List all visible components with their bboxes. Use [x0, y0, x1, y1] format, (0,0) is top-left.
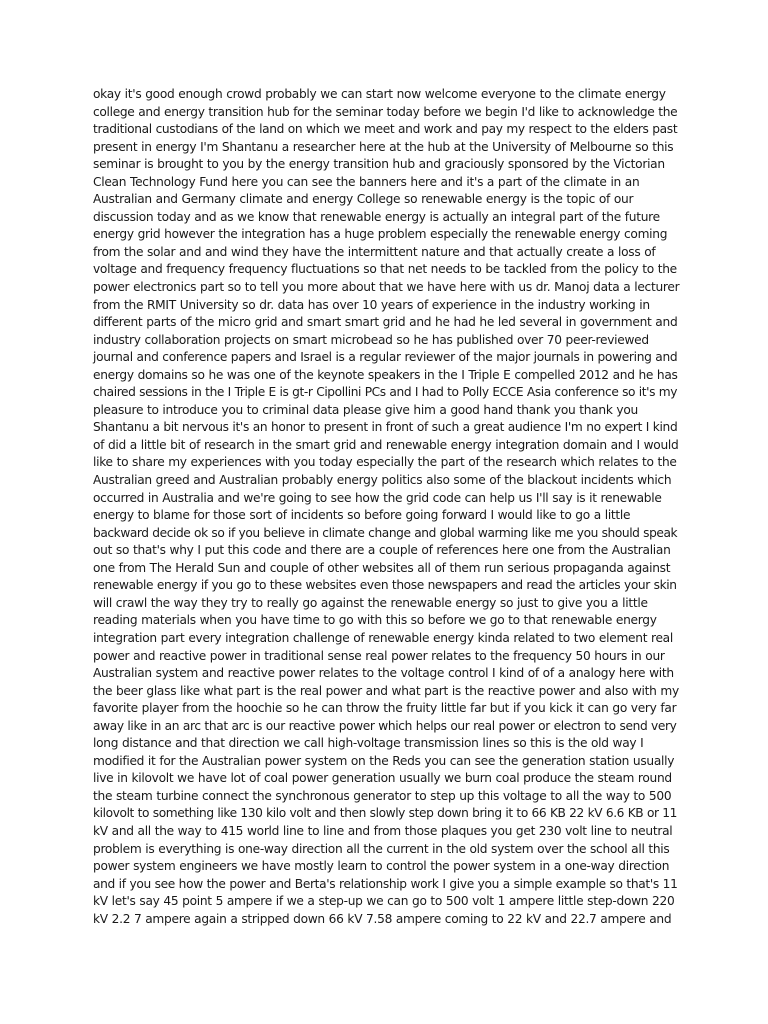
text-line: of did a little bit of research in the smart grid and renewable energy integration domain and I would: [93, 437, 679, 452]
text-line: favorite player from the hoochie so he can throw the fruity little far but if you kick it can go very far: [93, 701, 677, 716]
text-line: college and energy transition hub for the seminar today before we begin I'd like to acknowledge the: [93, 104, 678, 119]
text-line: energy grid however the integration has a huge problem especially the renewable energy coming: [93, 227, 668, 242]
text-line: Shantanu a bit nervous it's an honor to present in front of such a great audience I'm no expert I kind: [93, 420, 678, 435]
text-line: kV and all the way to 415 world line to line and from those plaques you get 230 volt line to neutral: [93, 823, 673, 838]
text-line: integration part every integration challenge of renewable energy kinda related to two element real: [93, 630, 673, 645]
text-line: from the solar and and wind they have the intermittent nature and that actually create a loss of: [93, 244, 656, 259]
text-line: modified it for the Australian power system on the Reds you can see the generation station usually: [93, 753, 675, 768]
text-line: discussion today and as we know that renewable energy is actually an integral part of the future: [93, 209, 660, 224]
text-line: power electronics part so to tell you more about that we have here with us dr. Manoj data a lecturer: [93, 280, 680, 295]
text-line: like to share my experiences with you today especially the part of the research which relates to the: [93, 455, 677, 470]
text-line: Australian greed and Australian probably energy politics also some of the blackout incidents which: [93, 473, 672, 488]
transcript-text: [93, 86, 679, 928]
text-line: energy to blame for those sort of incidents so before going forward I would like to go a little: [93, 508, 631, 523]
text-line: live in kilovolt we have lot of coal power generation usually we burn coal produce the steam round: [93, 771, 672, 786]
text-line: kV 2.2 7 ampere again a stripped down 66 kV 7.58 ampere coming to 22 kV and 22.7 ampere and: [93, 911, 672, 926]
text-line: backward decide ok so if you believe in climate change and global warming like me you should speak: [93, 525, 678, 540]
text-line: Australian system and reactive power relates to the voltage control I kind of of a analogy here with: [93, 666, 674, 681]
text-line: industry collaboration projects on smart microbead so he has published over 70 peer-reviewed: [93, 332, 649, 347]
text-line: power and reactive power in traditional sense real power relates to the frequency 50 hours in our: [93, 648, 665, 663]
text-line: problem is everything is one-way direction all the current in the old system over the school all this: [93, 841, 670, 856]
text-line: journal and conference papers and Israel is a regular reviewer of the major journals in powering and: [93, 350, 678, 365]
text-line: different parts of the micro grid and smart smart grid and he had he led several in government and: [93, 315, 678, 330]
text-line: from the RMIT University so dr. data has over 10 years of experience in the industry working in: [93, 297, 650, 312]
text-line: out so that's why I put this code and there are a couple of references here one from the Australian: [93, 543, 671, 558]
text-line: kV let's say 45 point 5 ampere if we a step-up we can go to 500 volt 1 ampere little step-down 220: [93, 894, 675, 909]
text-line: kilovolt to something like 130 kilo volt and then slowly step down bring it to 66 KB 22 kV 6.6 KB or 11: [93, 806, 678, 821]
text-line: Australian and Germany climate and energy College so renewable energy is the topic of our: [93, 192, 634, 207]
text-line: reading materials when you have time to go with this so before we go to that renewable energy: [93, 613, 657, 628]
text-line: energy domains so he was one of the keynote speakers in the I Triple E compelled 2012 and he has: [93, 367, 678, 382]
text-line: chaired sessions in the I Triple E is gt-r Cipollini PCs and I had to Polly ECCE Asia conference so it's my: [93, 385, 678, 400]
text-line: one from The Herald Sun and couple of other websites all of them run serious propaganda against: [93, 560, 671, 575]
text-line: Clean Technology Fund here you can see the banners here and it's a part of the climate in an: [93, 174, 640, 189]
text-line: long distance and that direction we call high-voltage transmission lines so this is the old way I: [93, 736, 644, 751]
text-line: will crawl the way they try to really go against the renewable energy so just to give you a little: [93, 595, 648, 610]
text-line: traditional custodians of the land on which we meet and work and pay my respect to the elders past: [93, 122, 678, 137]
text-line: and if you see how the power and Berta's relationship work I give you a simple example so that's 11: [93, 876, 678, 891]
text-line: voltage and frequency frequency fluctuations so that net needs to be tackled from the policy to the: [93, 262, 677, 277]
text-line: the beer glass like what part is the real power and what part is the reactive power and also with my: [93, 683, 679, 698]
text-line: away like in an arc that arc is our reactive power which helps our real power or electron to send very: [93, 718, 677, 733]
text-line: renewable energy if you go to these websites even those newspapers and read the articles your skin: [93, 578, 677, 593]
text-line: seminar is brought to you by the energy transition hub and graciously sponsored by the Victorian: [93, 157, 665, 172]
text-line: present in energy I'm Shantanu a researcher here at the hub at the University of Melbourne so this: [93, 139, 674, 154]
text-line: pleasure to introduce you to criminal data please give him a good hand thank you thank you: [93, 402, 638, 417]
text-line: okay it's good enough crowd probably we can start now welcome everyone to the climate energy: [93, 87, 666, 101]
text-line: occurred in Australia and we're going to see how the grid code can help us I'll say is it renewable: [93, 490, 662, 505]
text-line: power system engineers we have mostly learn to control the power system in a one-way direction: [93, 859, 670, 874]
text-line: the steam turbine connect the synchronous generator to step up this voltage to all the way to 500: [93, 788, 672, 803]
